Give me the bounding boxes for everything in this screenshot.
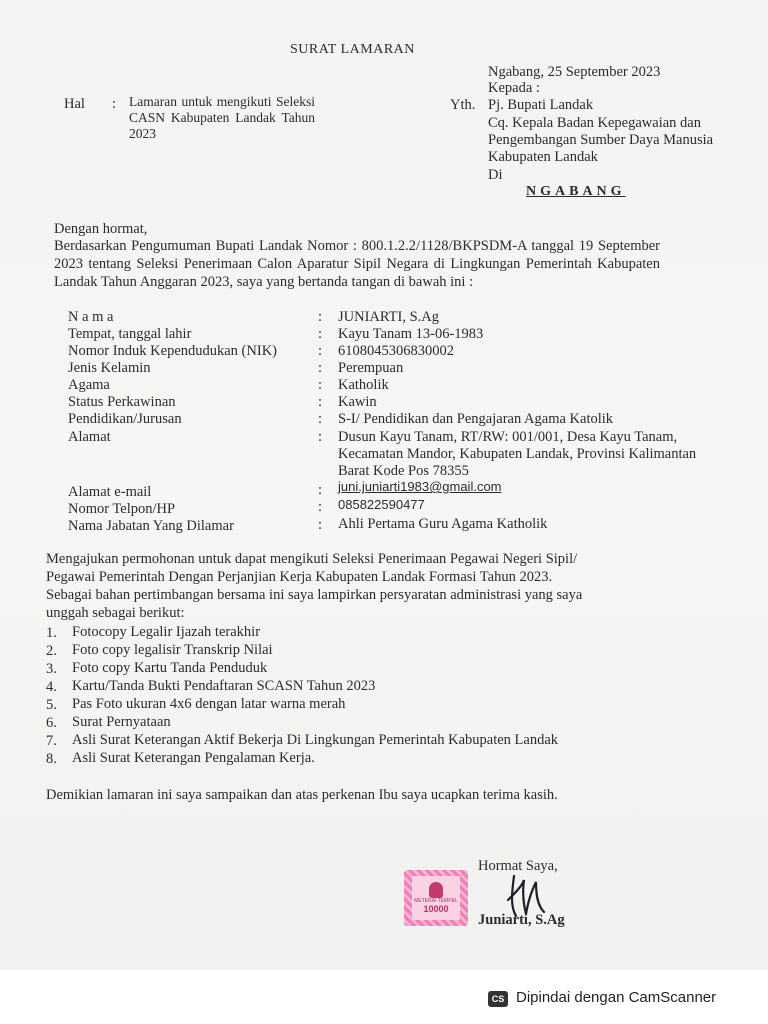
- field-colon: :: [318, 360, 323, 376]
- field-value-pendidikan: S-I/ Pendidikan dan Pengajaran Agama Katolik: [338, 411, 614, 427]
- greeting: Dengan hormat,: [54, 221, 148, 237]
- field-value-nik: 6108045306830002: [338, 343, 454, 359]
- recipient-line-4: Kabupaten Landak: [488, 149, 598, 165]
- field-value-alamat-1: Dusun Kayu Tanam, RT/RW: 001/001, Desa Kayu Tanam,: [338, 429, 678, 445]
- attachment-item: Pas Foto ukuran 4x6 dengan latar warna merah: [72, 696, 346, 712]
- field-value-nama: JUNIARTI, S.Ag: [338, 309, 440, 325]
- field-label-nik: Nomor Induk Kependudukan (NIK): [68, 343, 277, 359]
- hal-colon: :: [112, 96, 117, 112]
- attachment-number: 4.: [46, 679, 57, 695]
- field-value-email: juni.juniarti1983@gmail.com: [338, 479, 502, 494]
- field-colon: :: [318, 394, 323, 410]
- attachment-item: Asli Surat Keterangan Pengalaman Kerja.: [72, 750, 315, 766]
- field-label-gender: Jenis Kelamin: [68, 360, 151, 376]
- garuda-emblem-icon: [429, 882, 443, 898]
- field-label-telpon: Nomor Telpon/HP: [68, 501, 176, 517]
- field-colon: :: [318, 482, 323, 498]
- para1-line-4: unggah sebagai berikut:: [46, 605, 185, 621]
- field-colon: :: [318, 499, 323, 515]
- field-label-nama: N a m a: [68, 309, 114, 325]
- field-value-agama: Katholik: [338, 377, 389, 393]
- recipient-line-3: Pengembangan Sumber Daya Manusia: [488, 132, 714, 148]
- field-label-pendidikan: Pendidikan/Jurusan: [68, 411, 182, 427]
- attachment-number: 7.: [46, 733, 57, 749]
- field-colon: :: [318, 326, 323, 342]
- field-value-alamat-3: Barat Kode Pos 78355: [338, 463, 469, 479]
- field-value-status: Kawin: [338, 394, 377, 410]
- recipient-line-2: Cq. Kepala Badan Kepegawaian dan: [488, 115, 701, 131]
- stamp-label: METERAI TEMPEL: [414, 898, 458, 904]
- attachment-number: 8.: [46, 751, 57, 767]
- attachment-item: Surat Pernyataan: [72, 714, 171, 730]
- meterai-stamp: [404, 870, 468, 926]
- hal-subject: Lamaran untuk mengikuti Seleksi CASN Kabupaten Landak Tahun 2023: [129, 94, 315, 141]
- field-colon: :: [318, 411, 323, 427]
- attachment-item: Foto copy Kartu Tanda Penduduk: [72, 660, 268, 676]
- attachment-number: 2.: [46, 643, 57, 659]
- hormat-saya: Hormat Saya,: [478, 858, 558, 874]
- recipient-city: NGABANG: [526, 184, 626, 199]
- field-label-agama: Agama: [68, 377, 110, 393]
- camscanner-logo-icon: CS: [488, 991, 508, 1007]
- field-colon: :: [318, 517, 323, 533]
- stamp-value: 10000: [423, 904, 449, 914]
- field-value-gender: Perempuan: [338, 360, 404, 376]
- field-label-email: Alamat e-mail: [68, 484, 152, 500]
- field-colon: :: [318, 309, 323, 325]
- attachment-item: Fotocopy Legalir Ijazah terakhir: [72, 624, 261, 640]
- hal-label: Hal: [64, 96, 85, 112]
- field-value-jabatan: Ahli Pertama Guru Agama Katholik: [338, 516, 548, 532]
- attachment-item: Kartu/Tanda Bukti Pendaftaran SCASN Tahun 2023: [72, 678, 376, 694]
- camscanner-text: Dipindai dengan CamScanner: [516, 989, 717, 1006]
- field-colon: :: [318, 377, 323, 393]
- attachment-item: Foto copy legalisir Transkrip Nilai: [72, 642, 273, 658]
- place-date: Ngabang, 25 September 2023: [488, 64, 661, 80]
- field-label-alamat: Alamat: [68, 429, 111, 445]
- para1-line-3: Sebagai bahan pertimbangan bersama ini saya lampirkan persyaratan administrasi yang saya: [46, 587, 583, 603]
- signer-name: Juniarti, S.Ag: [478, 912, 565, 928]
- attachment-number: 3.: [46, 661, 57, 677]
- intro-paragraph: Berdasarkan Pengumuman Bupati Landak Nomor : 800.1.2.2/1128/BKPSDM-A tanggal 19 September 2023 tentang Seleksi Penerimaan Calon Aparatur Sipil Negara di Lingkungan Pemerintah Kabupaten Landak Tahun Anggaran 2023, saya yang bertanda tangan di bawah ini :: [54, 238, 660, 290]
- field-label-status: Status Perkawinan: [68, 394, 176, 410]
- para1-line-2: Pegawai Pemerintah Dengan Perjanjian Kerja Kabupaten Landak Formasi Tahun 2023.: [46, 569, 553, 585]
- field-value-alamat-2: Kecamatan Mandor, Kabupaten Landak, Provinsi Kalimantan: [338, 446, 697, 462]
- field-colon: :: [318, 343, 323, 359]
- closing-sentence: Demikian lamaran ini saya sampaikan dan atas perkenan Ibu saya ucapkan terima kasih.: [46, 787, 558, 803]
- recipient-line-1: Pj. Bupati Landak: [488, 97, 594, 113]
- recipient-line-5: Di: [488, 167, 503, 183]
- field-label-ttl: Tempat, tanggal lahir: [68, 326, 192, 342]
- attachment-number: 5.: [46, 697, 57, 713]
- field-value-telpon: 085822590477: [338, 497, 425, 512]
- attachment-number: 1.: [46, 625, 57, 641]
- field-value-ttl: Kayu Tanam 13-06-1983: [338, 326, 484, 342]
- attachment-number: 6.: [46, 715, 57, 731]
- camscanner-watermark: [476, 982, 768, 1016]
- kepada-label: Kepada :: [488, 80, 540, 96]
- field-colon: :: [318, 429, 323, 445]
- para1-line-1: Mengajukan permohonan untuk dapat mengikuti Seleksi Penerimaan Pegawai Negeri Sipil/: [46, 551, 578, 567]
- yth-label: Yth.: [450, 97, 476, 113]
- letter-title: SURAT LAMARAN: [290, 42, 415, 57]
- attachment-item: Asli Surat Keterangan Aktif Bekerja Di Lingkungan Pemerintah Kabupaten Landak: [72, 732, 559, 748]
- field-label-jabatan: Nama Jabatan Yang Dilamar: [68, 518, 234, 534]
